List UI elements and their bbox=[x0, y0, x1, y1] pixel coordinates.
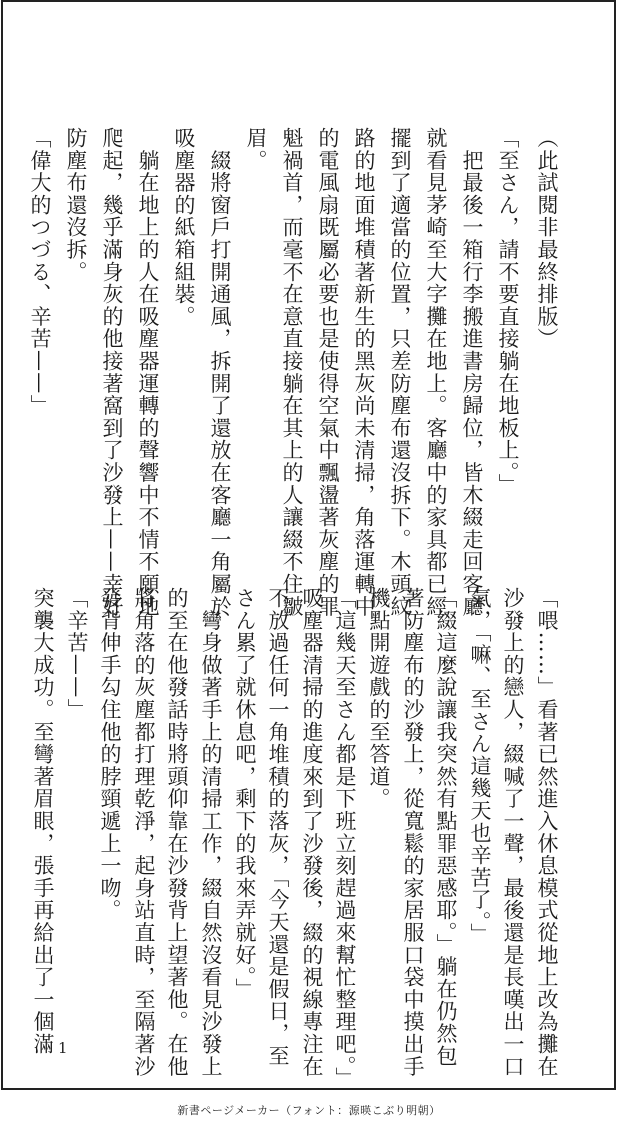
text-column: 防塵布還沒拆。 bbox=[64, 127, 88, 284]
text-column: 「辛苦——」 bbox=[65, 587, 89, 721]
text-column: 不放過任何一角堆積的落灰，「今天還是假日，至 bbox=[266, 587, 290, 1068]
text-column: 發背伸手勾住他的脖頸遞上一吻。 bbox=[98, 587, 122, 922]
text-column: 將角落的灰塵都打理乾淨，起身站直時，至隔著沙 bbox=[132, 587, 156, 1078]
text-column: 彎身做著手上的清掃工作，綴自然沒看見沙發上 bbox=[199, 587, 223, 1078]
text-column: 躺在地上的人在吸塵器運轉的聲響中不情不願地 bbox=[136, 127, 160, 618]
text-column: さん累了就休息吧，剩下的我來弄就好。」 bbox=[233, 587, 257, 1001]
text-column: 吸塵器清掃的進度來到了沙發後，綴的視線專注在 bbox=[300, 587, 324, 1078]
text-column: 擺到了適當的位置，只差防塵布還沒拆下。木頭紋 bbox=[388, 127, 412, 618]
book-page bbox=[1, 0, 616, 1090]
text-column: 把最後一箱行李搬進書房歸位，皆木綴走回客廳 bbox=[460, 127, 484, 618]
text-column: 「至さん，請不要直接躺在地板上。」 bbox=[496, 127, 520, 496]
text-column: 沙發上的戀人，綴喊了一聲，最後還是長嘆出一口 bbox=[501, 587, 525, 1078]
text-column: 吸塵器的紙箱組裝。 bbox=[172, 127, 196, 328]
text-column: 綴將窗戶打開通風，拆開了還放在客廳一角屬於 bbox=[208, 127, 232, 618]
text-column: 「這幾天至さん都是下班立刻趕過來幫忙整理吧。」 bbox=[333, 587, 357, 1090]
text-column: 魁禍首，而毫不在意直接躺在其上的人讓綴不住皺 bbox=[280, 127, 304, 618]
text-column: 的至在他發話時將頭仰靠在沙發背上望著他。在他 bbox=[165, 587, 189, 1078]
text-column: 的電風扇既屬必要也是使得空氣中飄盪著灰塵的罪 bbox=[316, 127, 340, 618]
text-column: 「偉大的つづる、辛苦——」 bbox=[28, 127, 52, 417]
text-column: 突襲大成功。至彎著眉眼，張手再給出了一個滿 bbox=[31, 587, 55, 1056]
text-column: 氣，「嘛、至さん這幾天也辛苦了。」 bbox=[468, 587, 492, 946]
text-column: 就看見茅崎至大字攤在地上。客廳中的家具都已經 bbox=[424, 127, 448, 618]
text-column: 著防塵布的沙發上，從寬鬆的家居服口袋中摸出手 bbox=[401, 587, 425, 1078]
text-column: 「綴這麼說讓我突然有點罪惡感耶。」躺在仍然包 bbox=[434, 587, 458, 1068]
page-number: 1 bbox=[58, 1039, 68, 1057]
text-column: （此試閱非最終排版） bbox=[535, 127, 559, 350]
text-column: 爬起，幾乎滿身灰的他接著窩到了沙發上——幸好 bbox=[100, 127, 124, 618]
text-column: 路的地面堆積著新生的黑灰尚未清掃，角落運轉中 bbox=[352, 127, 376, 618]
text-column: 機點開遊戲的至答道。 bbox=[367, 587, 391, 810]
text-column: 「喂……」看著已然進入休息模式從地上改為攤在 bbox=[535, 587, 559, 1078]
footer-caption: 新書ページメーカー（フォント：源暎こぶり明朝） bbox=[177, 1104, 441, 1117]
text-column: 眉。 bbox=[244, 127, 268, 172]
